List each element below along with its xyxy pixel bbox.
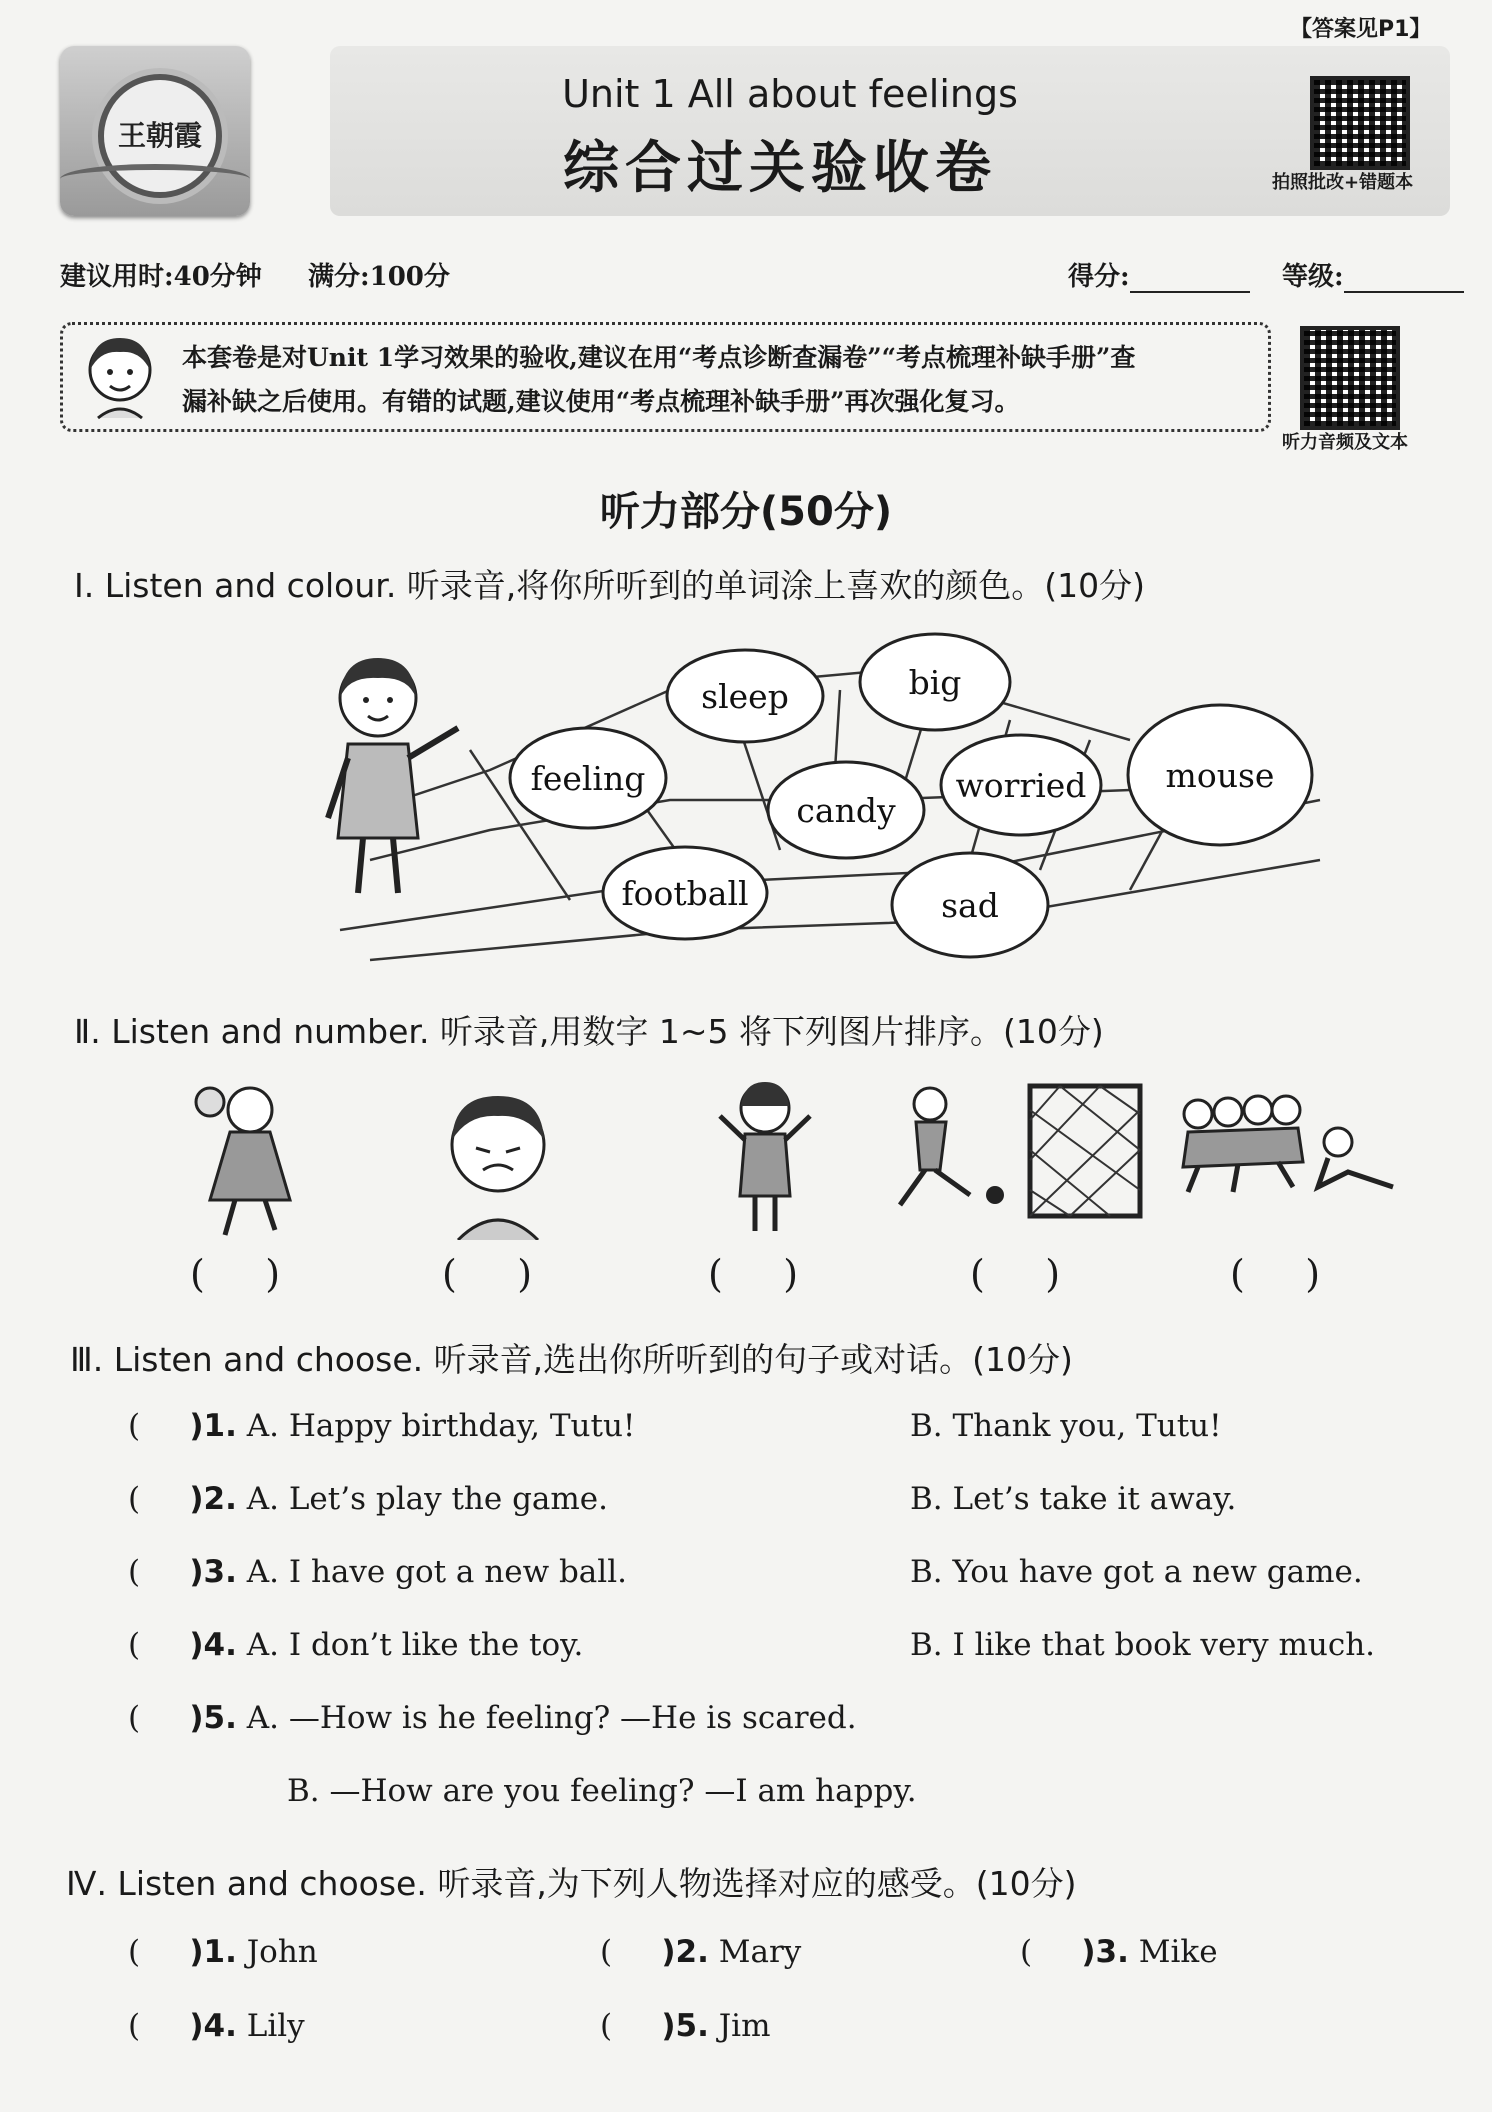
teacher-avatar-icon — [80, 330, 160, 420]
intro-line-2: 漏补缺之后使用。有错的试题,建议使用“考点梳理补缺手册”再次强化复习。 — [182, 387, 1020, 416]
grade-field[interactable] — [1282, 256, 1464, 293]
suggested-time: 建议用时:40分钟 — [60, 262, 262, 292]
q3-heading: Ⅲ. Listen and choose. 听录音,选出你所听到的句子或对话。(10分) — [70, 1340, 1073, 1379]
full-score: 满分:100分 — [308, 262, 450, 292]
girl-illustration — [318, 648, 478, 908]
word-worried: worried — [955, 766, 1087, 805]
answer-reference: 【答案见P1】 — [1290, 17, 1432, 42]
word-feeling: feeling — [530, 759, 646, 798]
q3-item-2[interactable]: ( )2. A. Let’s play the game. — [128, 1481, 609, 1517]
q3-item-3[interactable]: ( )3. A. I have got a new ball. — [128, 1554, 627, 1590]
word-football: football — [621, 874, 749, 913]
word-mouse: mouse — [1165, 756, 1275, 795]
audio-qr-code-icon[interactable] — [1300, 326, 1400, 430]
intro-line-1: 本套卷是对Unit 1学习效果的验收,建议在用“考点诊断查漏卷”“考点梳理补缺手册”查 — [182, 343, 1136, 372]
children-running-picture — [1178, 1092, 1408, 1212]
happy-girl-picture — [710, 1076, 820, 1236]
q3-item-1[interactable]: ( )1. A. Happy birthday, Tutu! — [128, 1408, 636, 1444]
girl-hugging-doll-picture — [180, 1080, 300, 1240]
word-big: big — [908, 663, 962, 702]
q4-item-3[interactable]: ( )3. Mike — [1020, 1934, 1218, 1970]
q3-item-3-option-b[interactable]: B. You have got a new game. — [910, 1554, 1363, 1590]
q4-item-1[interactable]: ( )1. John — [128, 1934, 318, 1970]
audio-qr-caption: 听力音频及文本 — [1282, 432, 1408, 453]
q3-item-5-option-b[interactable]: B. —How are you feeling? —I am happy. — [287, 1773, 917, 1809]
unit-title: Unit 1 All about feelings — [562, 72, 1018, 116]
qr-caption: 拍照批改+错题本 — [1272, 172, 1414, 193]
exam-page: 【答案见P1】 王朝霞 Unit 1 All about feelings 综合过关验收卷 拍照批改+错题本 建议用时:40分钟 满分:100分 得分: 等级: 本套卷是对Unit 1学习效果的验收,建议在用“考点诊断查漏卷”“考点梳理补缺手册”查 漏补缺之后使用。有错的试题,建议使用“考点梳理补缺手册”再次强化复习。 听力音频及文本 听力部分(50分) Ⅰ. Listen and colour. 听录音,将你所听到的单词涂上喜欢的颜色。(10分) sleep big feeling candy worried mouse football sad Ⅱ. Listen and number. 听录音,用数字 1~5 将下列图片排序。(10分) ( ) ( ) ( ) ( ) ( ) Ⅲ. Listen and choose. 听录音,选出你所听到的句子或对话。(10分) ( )1. A. Happy birthday, Tutu! B. Thank you, Tutu! ( )2. A. Let’s play the game. B. Let’s take it away. ( )3. A. I have got a new ball. B. You have got a new game. ( )4. A. I don’t like the toy. B. I like that book very much. ( )5. A. —How is he feeling? —He is scared. B. —How are you feeling? —I am happy. Ⅳ. Listen and choose. 听录音,为下列人物选择对应的感受。(10分) ( )1. John ( )2. Mary ( )3. Mike ( )4. Lily ( )5. Jim — [0, 0, 1492, 2112]
q3-item-2-option-b[interactable]: B. Let’s take it away. — [910, 1481, 1237, 1517]
q1-heading: Ⅰ. Listen and colour. 听录音,将你所听到的单词涂上喜欢的颜色。(10分) — [74, 566, 1146, 605]
boy-kicking-ball-picture — [880, 1080, 1160, 1230]
q4-item-4[interactable]: ( )4. Lily — [128, 2008, 305, 2044]
crying-boy-picture — [438, 1090, 558, 1240]
brand-logo — [60, 46, 250, 216]
score-field[interactable] — [1068, 256, 1250, 293]
word-candy: candy — [796, 791, 896, 830]
q2-heading: Ⅱ. Listen and number. 听录音,用数字 1~5 将下列图片排序。(10分) — [74, 1012, 1104, 1051]
score-label: 得分: — [1068, 262, 1130, 292]
q3-item-4-option-b[interactable]: B. I like that book very much. — [910, 1627, 1376, 1663]
qr-code-icon[interactable] — [1310, 76, 1410, 170]
intro-text — [182, 336, 1252, 424]
q4-item-5[interactable]: ( )5. Jim — [600, 2008, 771, 2044]
grade-label: 等级: — [1282, 262, 1344, 292]
brand-name: 王朝霞 — [117, 119, 202, 152]
q3-item-5[interactable]: ( )5. A. —How is he feeling? —He is scared. — [128, 1700, 857, 1736]
main-title: 综合过关验收卷 — [563, 136, 997, 201]
word-sad: sad — [941, 886, 999, 925]
word-sleep: sleep — [701, 677, 789, 716]
q3-item-1-option-b[interactable]: B. Thank you, Tutu! — [910, 1408, 1222, 1444]
section-title: 听力部分(50分) — [599, 489, 893, 535]
q3-item-4[interactable]: ( )4. A. I don’t like the toy. — [128, 1627, 584, 1663]
q4-heading: Ⅳ. Listen and choose. 听录音,为下列人物选择对应的感受。(10分) — [66, 1864, 1077, 1903]
q4-item-2[interactable]: ( )2. Mary — [600, 1934, 802, 1970]
